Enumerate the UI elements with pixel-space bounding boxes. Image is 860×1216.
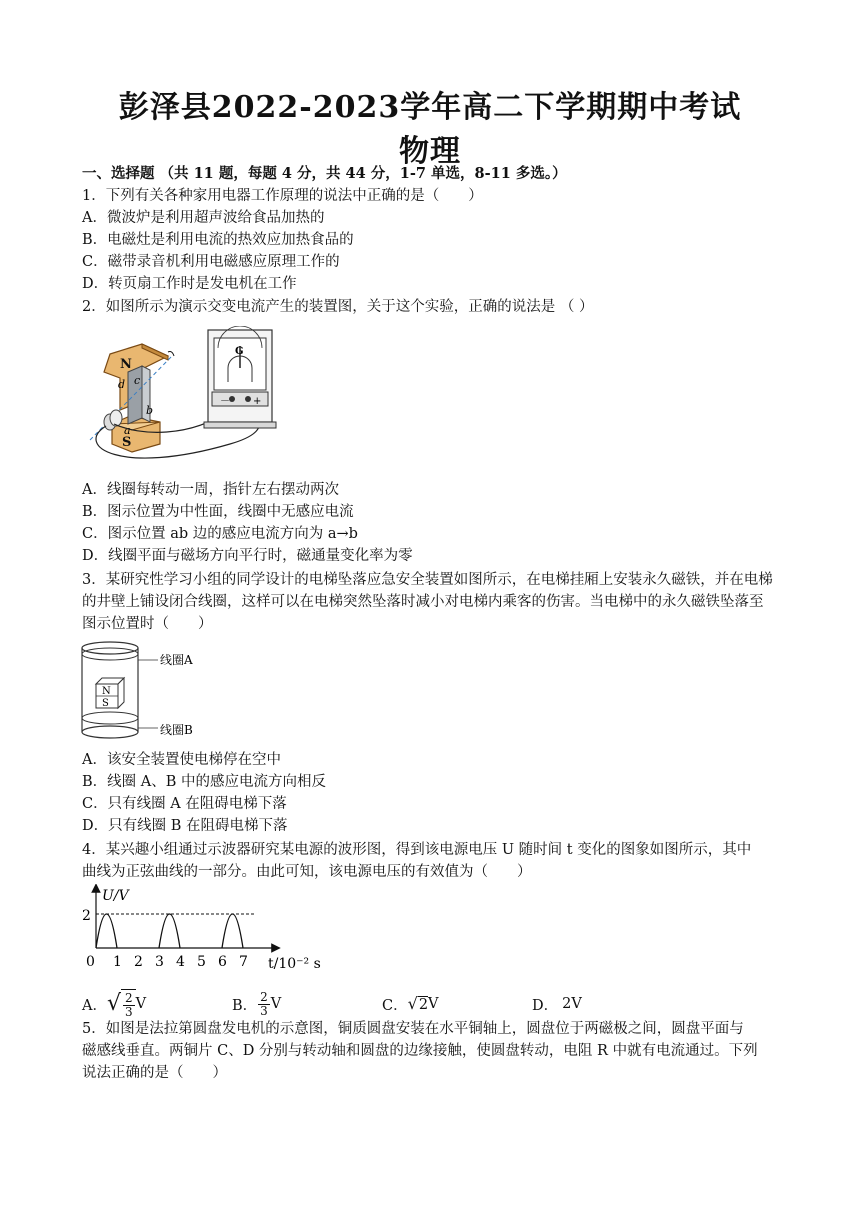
exam-title: 彭泽县2022-2023学年高二下学期期中考试 — [118, 90, 742, 125]
q5-stem-line2: 磁感线垂直。两铜片 C、D 分别与转动轴和圆盘的边缘接触，使圆盘转动，电阻 R 中就有电流通过。下列 — [82, 1043, 758, 1059]
q4-stem-line1: 4．某兴趣小组通过示波器研究某电源的波形图，得到该电源电压 U 随时间 t 变化的图象如图所示，其中 — [82, 842, 752, 858]
q1-stem: 1．下列有关各种家用电器工作原理的说法中正确的是（ ） — [82, 188, 483, 204]
q2-stem: 2．如图所示为演示交变电流产生的装置图，关于这个实验，正确的说法是 （ ） — [82, 299, 594, 315]
option-c-unit: V — [428, 996, 439, 1012]
q2-option-a: A．线圈每转动一周，指针左右摆动两次 — [82, 482, 339, 498]
q1-option-c: C．磁带录音机利用电磁感应原理工作的 — [82, 254, 340, 270]
magnet-s-label: S — [122, 435, 132, 450]
terminal-plus-label: + — [253, 396, 262, 407]
ac-generator-figure — [80, 326, 340, 472]
fraction-denominator: 3 — [125, 1005, 133, 1019]
q1-option-d: D．转页扇工作时是发电机在工作 — [82, 276, 297, 292]
terminal-minus-label: － — [220, 396, 230, 407]
q4-option-a — [82, 984, 146, 1024]
coil-c-label: c — [134, 374, 141, 387]
q3-option-a: A．该安全装置使电梯停在空中 — [82, 752, 281, 768]
graph-x-tick-1: 1 — [113, 954, 122, 970]
sqrt-fraction: √ $\frac{2}{3}$ — [107, 989, 136, 1019]
section-heading: 一、选择题 （共 11 题，每题 4 分，共 44 分，1-7 单选，8-11 多选。） — [82, 165, 567, 182]
q4-stem-line2: 曲线为正弦曲线的一部分。由此可知，该电源电压的有效值为（ ） — [82, 864, 532, 880]
fraction-denominator: 3 — [260, 1003, 268, 1018]
fraction-numerator: 2 — [125, 991, 133, 1005]
q3-option-c: C．只有线圈 A 在阻碍电梯下落 — [82, 796, 287, 812]
graph-x-tick-5: 5 — [197, 954, 206, 970]
voltage-time-graph — [80, 884, 330, 974]
coil-b-label: 线圈B — [160, 723, 193, 737]
option-d-label: D． — [532, 997, 559, 1014]
option-b-label: B． — [232, 997, 258, 1014]
graph-x-tick-2: 2 — [134, 954, 143, 970]
radicand: 2 — [418, 996, 429, 1013]
sqrt: √ 2 — [407, 994, 429, 1013]
q4-option-c — [382, 984, 439, 1024]
option-a-label: A． — [82, 997, 107, 1014]
coil-a-label: a — [124, 424, 131, 437]
option-d-value: 2V — [562, 996, 582, 1012]
q2-option-b: B．图示位置为中性面，线圈中无感应电流 — [82, 504, 354, 520]
q5-stem-line1: 5．如图是法拉第圆盘发电机的示意图，铜质圆盘安装在水平铜轴上，圆盘位于两磁极之间，圆盘平面与 — [82, 1021, 744, 1037]
graph-y-tick-2: 2 — [82, 908, 91, 924]
option-b-unit: V — [270, 996, 282, 1012]
elevator-coil-figure — [80, 638, 220, 746]
q1-option-b: B．电磁灶是利用电流的热效应加热食品的 — [82, 232, 354, 248]
q3-stem: 3．某研究性学习小组的同学设计的电梯坠落应急安全装置如图所示，在电梯挂厢上安装永久磁铁，并在电梯的井壁上铺设闭合线圈，这样可以在电梯突然坠落时减小对电梯内乘客的伤害。当电梯中的永久磁铁坠落至图示位置时（ ） — [82, 572, 773, 632]
option-c-label: C． — [382, 997, 408, 1014]
graph-y-label: U/V — [102, 888, 129, 904]
q4-options — [82, 984, 782, 1024]
graph-x-tick-6: 6 — [218, 954, 227, 970]
coil-a-label: 线圈A — [160, 653, 193, 667]
graph-x-tick-7: 7 — [239, 954, 248, 970]
q3-option-b: B．线圈 A、B 中的感应电流方向相反 — [82, 774, 326, 790]
graph-x-label: t/10⁻² s — [268, 956, 321, 972]
coil-b-label: b — [146, 404, 154, 417]
coil-d-label: d — [118, 378, 126, 391]
q4-option-b — [232, 984, 281, 1024]
q1-option-a: A．微波炉是利用超声波给食品加热的 — [82, 210, 325, 226]
exam-subject: 物理 — [399, 134, 461, 169]
option-a-unit: V — [135, 996, 147, 1012]
q2-option-d: D．线圈平面与磁场方向平行时，磁通量变化率为零 — [82, 548, 413, 564]
galvanometer-g-label: G — [235, 346, 244, 357]
magnet-n-label: N — [102, 686, 111, 697]
fraction-numerator: 2 — [260, 989, 268, 1004]
q5-stem-line3: 说法正确的是（ ） — [82, 1065, 227, 1081]
magnet-s-label: S — [102, 698, 109, 709]
graph-x-tick-3: 3 — [155, 954, 164, 970]
q2-option-c: C．图示位置 ab 边的感应电流方向为 a→b — [82, 526, 358, 542]
graph-x-tick-4: 4 — [176, 954, 185, 970]
q4-option-d — [532, 984, 582, 1024]
graph-x-tick-0: 0 — [86, 954, 95, 970]
q3-option-d: D．只有线圈 B 在阻碍电梯下落 — [82, 818, 288, 834]
fraction — [258, 991, 270, 1018]
magnet-n-label: N — [120, 357, 132, 372]
